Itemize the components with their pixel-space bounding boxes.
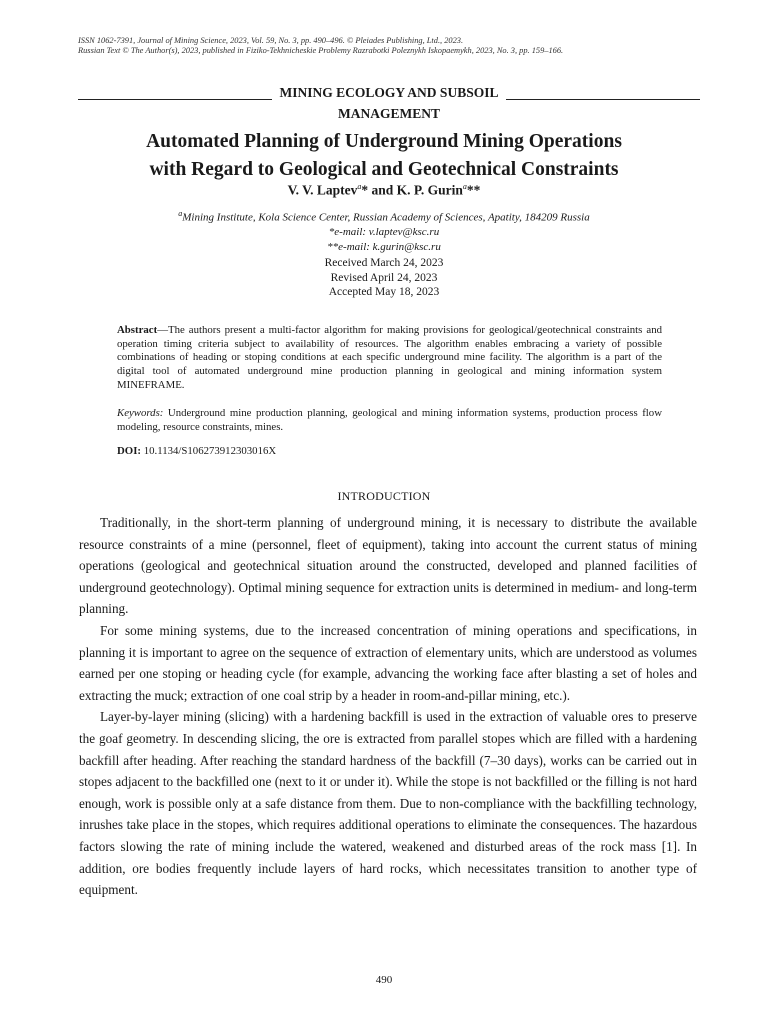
section-rule-right — [506, 87, 700, 100]
abstract — [117, 324, 662, 393]
received-date: Received March 24, 2023 — [324, 257, 444, 269]
author-list — [0, 182, 768, 199]
doi-label: DOI: — [117, 445, 141, 457]
affiliation-text: Mining Institute, Kola Science Center, Russian Academy of Sciences, Apatity, 184209 Russia — [182, 211, 590, 224]
affiliation-block — [0, 207, 768, 254]
author1-affil-mark: a — [357, 182, 362, 191]
email-1[interactable]: *e-mail: v.laptev@ksc.ru — [328, 226, 440, 239]
russian-text-line: Russian Text © The Author(s), 2023, published in Fiziko-Tekhnicheskie Problemy Razrabotki Poleznykh Iskopaemykh, 2023, No. 3, pp. 159–166. — [78, 46, 564, 55]
doi — [117, 445, 662, 459]
section-rule-left — [78, 87, 272, 100]
author-conjunction: and — [368, 182, 397, 198]
revised-date: Revised April 24, 2023 — [330, 271, 438, 284]
doi-value[interactable]: 10.1134/S106273912303016X — [141, 445, 277, 457]
section-heading-line1: MINING ECOLOGY AND SUBSOIL — [279, 85, 499, 100]
intro-paragraph-3: Layer-by-layer mining (slicing) with a hardening backfill is used in the extraction of valuable ores to preserve the goaf geometry. In descending slicing, the ore is extracted from parallel stopes which are filled with a hardening backfill after heading. After reaching the standard hardness of the backfill (7–30 days), works can be carried out in stopes adjacent to the backfilled one (next to it or under it). While the stope is not backfilled or the filling is not hard enough, work is possible only at a safe distance from them. Due to non-compliance with the backfilling technology, inrushes take place in the stopes, which requires additional operations to eliminate the consequences. The hazardous factors slowing the rate of mining include the watered, weakened and disturbed areas of the rock mass [1]. In addition, ore bodies frequently include layers of hard rocks, which necessitates transition to another type of equipment. — [79, 709, 697, 898]
author2-affil-mark: a — [462, 182, 467, 191]
affiliation-line — [0, 207, 768, 225]
intro-paragraph-1: Traditionally, in the short-term planning of underground mining, it is necessary to distribute the available resource constraints of a mine (personnel, fleet of equipment), taking into account the current status of mining operations (geological and geotechnical situation around the constructed, developed and planned facilities of underground geotechnology). Optimal mining sequence for extraction units is determined in medium- and long-term planning. — [79, 515, 697, 617]
affiliation-mark: a — [178, 209, 183, 218]
section-heading-line2: MANAGEMENT — [338, 106, 440, 121]
page-number: 490 — [375, 974, 393, 986]
keywords — [117, 407, 662, 434]
intro-paragraph-2: For some mining systems, due to the increased concentration of mining operations and specifications, in planning it is important to agree on the sequence of extraction of elementary units, which are understood as volumes earned per one stoping or heading cycle (for example, advancing the working face after blasting a set of holes and extracting the muck; extraction of one coal strip by a header in room-and-pillar mining, etc.). — [79, 622, 697, 703]
author-name-1: V. V. Laptev — [287, 182, 358, 198]
dates-block — [0, 256, 768, 300]
author-name-2: K. P. Gurin — [396, 182, 463, 198]
email-2[interactable]: **e-mail: k.gurin@ksc.ru — [327, 240, 441, 253]
keywords-label: Keywords: — [117, 407, 164, 419]
journal-citation-line: ISSN 1062-7391, Journal of Mining Science, 2023, Vol. 59, No. 3, pp. 490–496. © Pleiades Publishing, Ltd., 2023. — [78, 36, 464, 45]
title-line2: with Regard to Geological and Geotechnical Constraints — [149, 159, 619, 180]
author1-star: * — [361, 182, 369, 198]
abstract-label: Abstract — [117, 324, 158, 336]
paper-title — [0, 128, 768, 184]
keywords-text: Underground mine production planning, geological and mining information systems, production process flow modeling, resource constraints, mines. — [117, 407, 662, 433]
abstract-text: —The authors present a multi-factor algorithm for making provisions for geological/geotechnical constraints and operation timing criteria subject to availability of resources. The algorithm enables embracing a variety of possible combinations of heading or stoping conditions at each specific underground mine facility. The algorithm is a part of the digital tool of automated underground mine production planning in geological and mining information system MINEFRAME. — [117, 324, 662, 391]
author2-star: ** — [466, 182, 481, 198]
introduction-body — [79, 512, 697, 901]
accepted-date: Accepted May 18, 2023 — [328, 286, 440, 298]
section-heading — [78, 82, 700, 124]
introduction-heading: INTRODUCTION — [337, 489, 431, 503]
title-line1: Automated Planning of Underground Mining Operations — [146, 131, 622, 152]
